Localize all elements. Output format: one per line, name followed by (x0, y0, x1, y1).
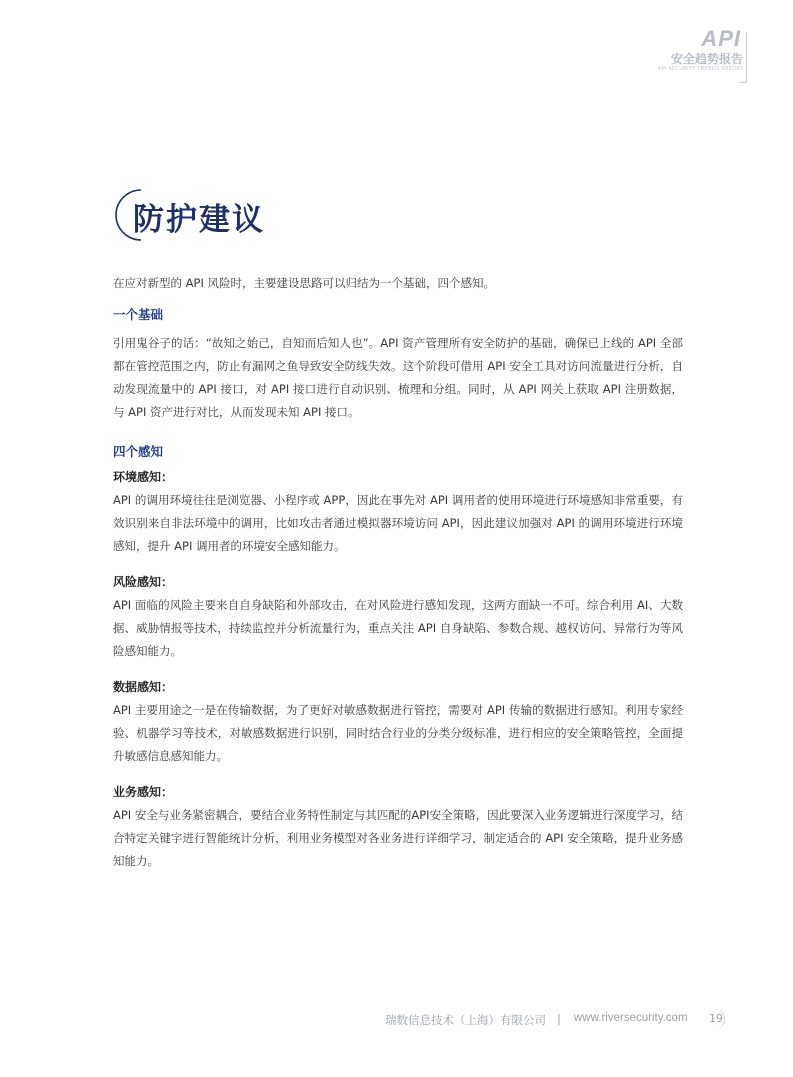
foundation-heading: 一个基础 (113, 307, 164, 322)
risk-awareness-title: 风险感知： (113, 575, 174, 589)
environment-awareness-title: 环境感知： (113, 470, 174, 484)
page-number: 19 (709, 1012, 723, 1025)
section-title: 防护建议 (133, 202, 265, 238)
data-awareness-paragraph: API 主要用途之一是在传输数据，为了更好对敏感数据进行管控，需要对 API 传输的数据进行感知。利用专家经验、机器学习等技术，对敏感数据进行识别，同时结合行业的分类分级标准，进行相应的安全策略管控，全面提升敏感信息感知能力。 (113, 703, 683, 763)
logo-title: 安全趋势报告 (670, 52, 743, 66)
awareness-heading: 四个感知 (113, 444, 164, 459)
risk-awareness-paragraph: API 面临的风险主要来自自身缺陷和外部攻击，在对风险进行感知发现，这两方面缺一不可。综合利用 AI、大数据、威胁情报等技术，持续监控并分析流量行为，重点关注 API 自身缺陷、参数合规、越权访问、异常行为等风险感知能力。 (113, 598, 683, 658)
page-content (113, 272, 683, 873)
business-awareness-paragraph: API 安全与业务紧密耦合，要结合业务特性制定与其匹配的API安全策略，因此要深入业务逻辑进行深度学习，结合特定关键字进行智能统计分析，利用业务模型对各业务进行详细学习，制定适合的 API 安全策略，提升业务感知能力。 (113, 808, 683, 868)
logo-mark: API (701, 26, 741, 51)
business-awareness-title: 业务感知： (113, 785, 174, 799)
intro-paragraph: 在应对新型的 API 风险时，主要建设思路可以归结为一个基础，四个感知。 (113, 276, 496, 290)
logo-subtitle: API SECURITY TRENDS REPORT (657, 66, 743, 72)
environment-awareness-paragraph: API 的调用环境往往是浏览器、小程序或 APP，因此在事先对 API 调用者的使用环境进行环境感知非常重要，有效识别来自非法环境中的调用，比如攻击者通过模拟器环境访问 API，因此建议加强对 API 的调用环境进行环境感知，提升 API 调用者的环境安全感知能力。 (113, 493, 683, 553)
logo-bracket-decoration (740, 32, 747, 83)
report-logo (657, 26, 745, 78)
page-footer (0, 1011, 793, 1031)
footer-url-link[interactable]: www.riversecurity.com (574, 1012, 688, 1024)
section-heading (113, 188, 413, 242)
footer-separator: | (557, 1012, 561, 1026)
foundation-paragraph: 引用鬼谷子的话：“故知之始己，自知而后知人也”。API 资产管理所有安全防护的基础，确保已上线的 API 全部都在管控范围之内，防止有漏网之鱼导致安全防线失效。这个阶段可借用 API 安全工具对访问流量进行分析，自动发现流量中的 API 接口，对 API 接口进行自动识别、梳理和分组。同时，从 API 网关上获取 API 注册数据，与 API 资产进行对比，从而发现未知 API 接口。 (113, 336, 683, 419)
footer-company: 瑞数信息技术（上海）有限公司 (385, 1013, 546, 1027)
data-awareness-title: 数据感知： (113, 680, 174, 694)
